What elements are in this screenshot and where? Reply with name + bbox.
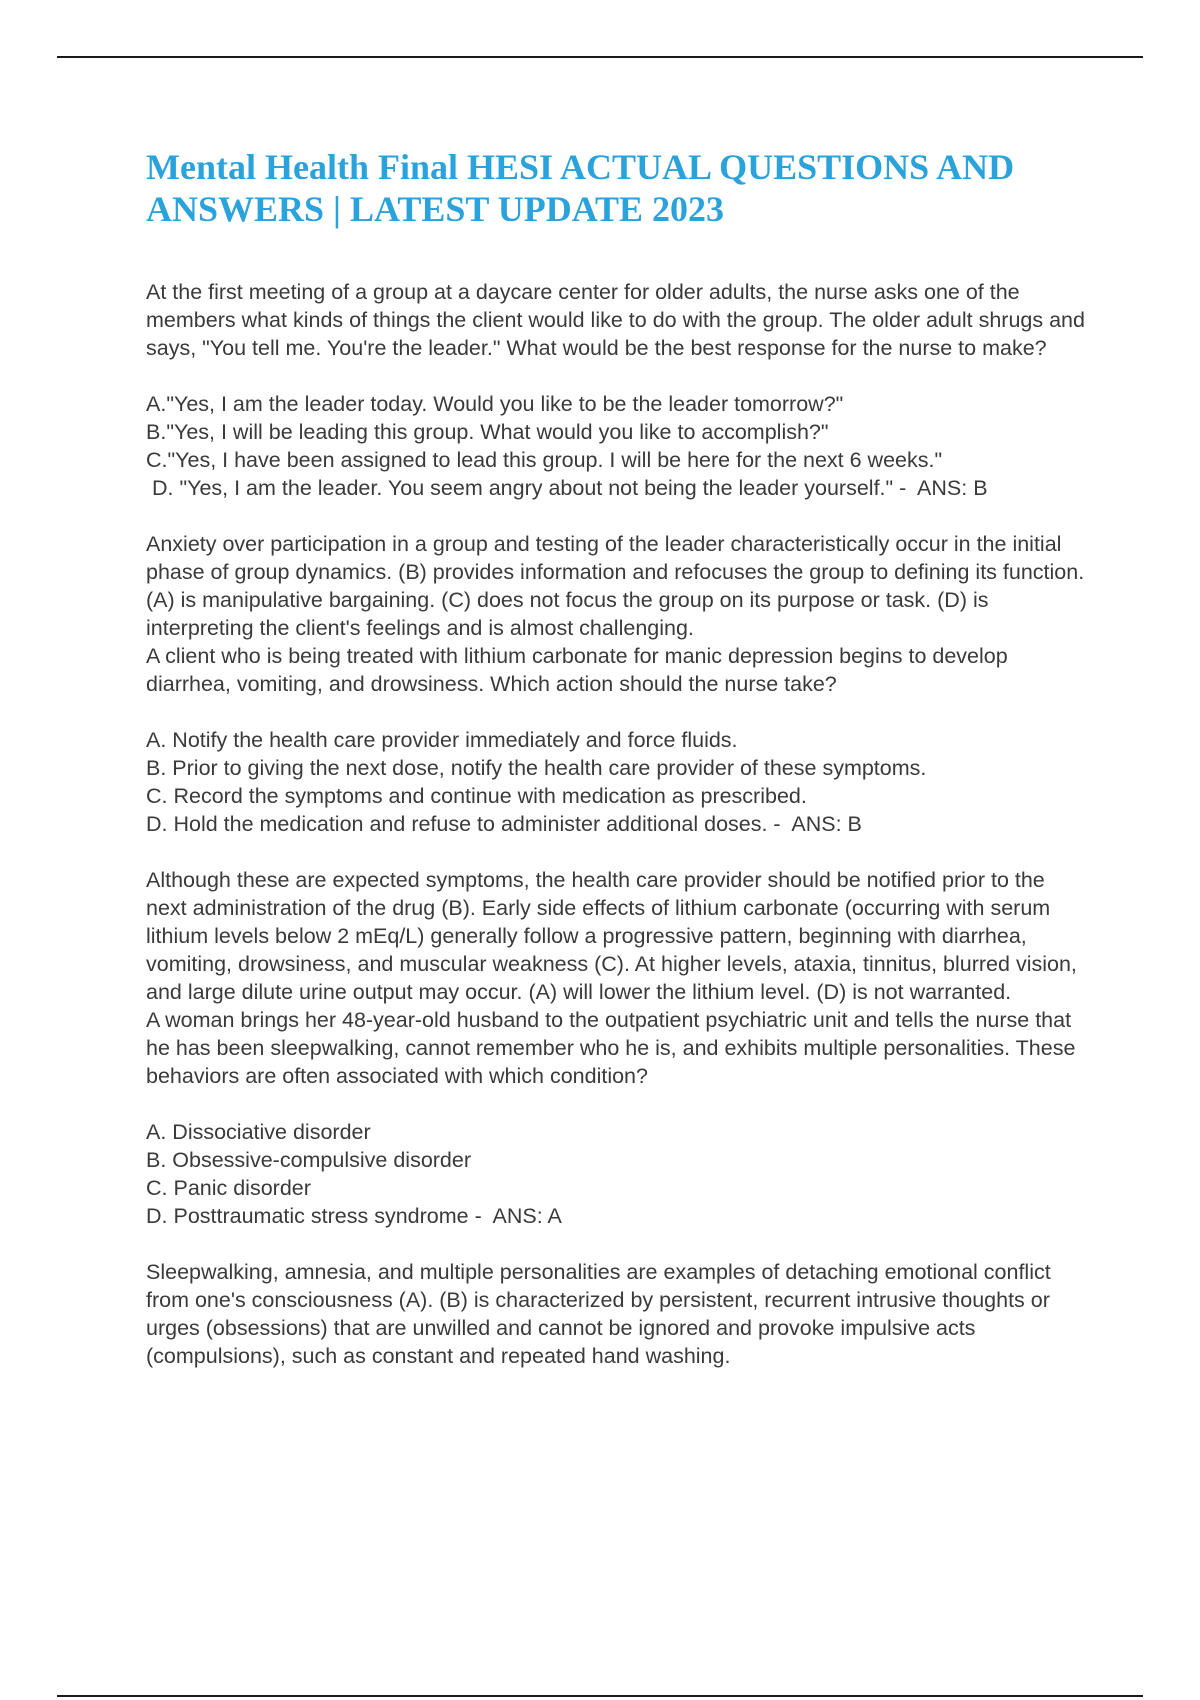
question-1-rationale: Anxiety over participation in a group and testing of the leader characteristically occur in the initial phase of group dynamics. (B) provides information and refocuses the group to defining its function. (A) is manipulative bargaining. (C) does not focus the group on its purpose or task. (D) is interpreting the client's feelings and is almost challenging. [146,532,1085,640]
option-d: D. Hold the medication and refuse to administer additional doses. - ANS: B [146,812,862,836]
question-3-options [146,1118,1086,1230]
question-2-stem: A client who is being treated with lithium carbonate for manic depression begins to develop diarrhea, vomiting, and drowsiness. Which action should the nurse take? [146,644,1008,696]
option-b: B. Prior to giving the next dose, notify the health care provider of these symptoms. [146,756,927,780]
question-2-options [146,726,1086,838]
document-title [146,146,1086,230]
option-c: C. Panic disorder [146,1176,311,1200]
document-page [146,146,1086,1370]
document-body [146,278,1086,1370]
option-c: C. Record the symptoms and continue with medication as prescribed. [146,784,807,808]
question-3-rationale: Sleepwalking, amnesia, and multiple personalities are examples of detaching emotional conflict from one's consciousness (A). (B) is characterized by persistent, recurrent intrusive thoughts or urges (obsessions) that are unwilled and cannot be ignored and provoke impulsive acts (compulsions), such as constant and repeated hand washing. [146,1260,1051,1368]
bottom-rule [57,1695,1143,1697]
question-1-stem: At the first meeting of a group at a daycare center for older adults, the nurse asks one of the members what kinds of things the client would like to do with the group. The older adult shrugs and says, "You tell me. You're the leader." What would be the best response for the nurse to make? [146,280,1085,360]
option-b: B. Obsessive-compulsive disorder [146,1148,472,1172]
option-a: A. Notify the health care provider immediately and force fluids. [146,728,738,752]
option-c: C."Yes, I have been assigned to lead this group. I will be here for the next 6 weeks." [146,448,943,472]
question-2-rationale: Although these are expected symptoms, the health care provider should be notified prior to the next administration of the drug (B). Early side effects of lithium carbonate (occurring with serum lithium levels below 2 mEq/L) generally follow a progressive pattern, beginning with diarrhea, vomiting, drowsiness, and muscular weakness (C). At higher levels, ataxia, tinnitus, blurred vision, and large dilute urine output may occur. (A) will lower the lithium level. (D) is not warranted. [146,868,1077,1004]
option-d: D. "Yes, I am the leader. You seem angry about not being the leader yourself." - ANS: B [146,476,988,500]
title-line: ANSWERS | LATEST UPDATE 2023 [146,189,725,229]
option-a: A."Yes, I am the leader today. Would you like to be the leader tomorrow?" [146,392,844,416]
top-rule [57,56,1143,58]
title-line: Mental Health Final HESI ACTUAL QUESTIONS AND [146,147,1015,187]
question-3-stem: A woman brings her 48-year-old husband to the outpatient psychiatric unit and tells the nurse that he has been sleepwalking, cannot remember who he is, and exhibits multiple personalities. These behaviors are often associated with which condition? [146,1008,1076,1088]
option-a: A. Dissociative disorder [146,1120,371,1144]
question-1-options [146,390,1086,502]
option-b: B."Yes, I will be leading this group. What would you like to accomplish?" [146,420,829,444]
option-d: D. Posttraumatic stress syndrome - ANS: A [146,1204,562,1228]
